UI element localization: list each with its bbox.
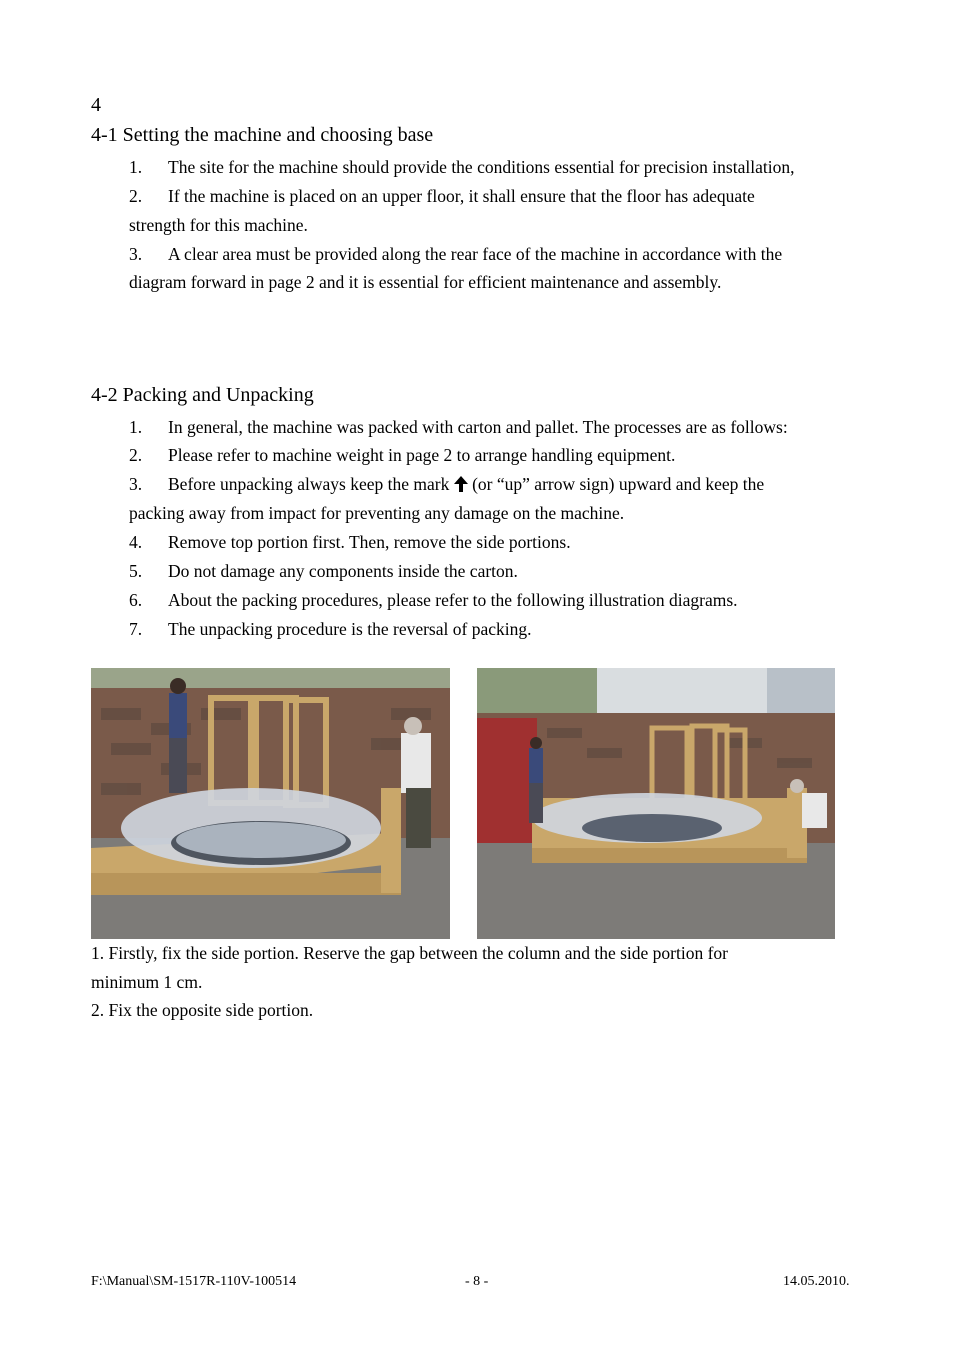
list-continuation: packing away from impact for preventing any damage on the machine. bbox=[129, 503, 625, 523]
list-text: Remove top portion first. Then, remove the side portions. bbox=[168, 532, 571, 552]
up-arrow-icon bbox=[454, 476, 468, 492]
list-item bbox=[129, 557, 869, 586]
list-number: 3. bbox=[129, 474, 143, 494]
list-item bbox=[129, 153, 869, 182]
list-item bbox=[129, 182, 869, 211]
list-item bbox=[129, 441, 869, 470]
list-item bbox=[129, 586, 869, 615]
list-item bbox=[129, 413, 869, 442]
list-text: The site for the machine should provide the conditions essential for precision installation, bbox=[168, 157, 795, 177]
photo-illustration bbox=[91, 668, 450, 939]
photo-caption: 1. Firstly, fix the side portion. Reserve the gap between the column and the side portion for bbox=[91, 943, 728, 963]
list-number: 5. bbox=[129, 561, 143, 581]
list-item bbox=[129, 470, 869, 499]
list-text: In general, the machine was packed with carton and pallet. The processes are as follows: bbox=[168, 417, 788, 437]
list-number: 4. bbox=[129, 532, 143, 552]
chapter-number: 4 bbox=[91, 94, 101, 116]
photo-illustration bbox=[477, 668, 835, 939]
list-continuation: diagram forward in page 2 and it is essential for efficient maintenance and assembly. bbox=[129, 272, 722, 292]
list-text: About the packing procedures, please refer to the following illustration diagrams. bbox=[168, 590, 738, 610]
list-number: 2. bbox=[129, 186, 143, 206]
list-number: 1. bbox=[129, 157, 143, 177]
packing-photo-1 bbox=[91, 668, 450, 939]
list-continuation: strength for this machine. bbox=[129, 215, 308, 235]
list-number: 1. bbox=[129, 417, 143, 437]
list-number: 6. bbox=[129, 590, 143, 610]
photo-caption: minimum 1 cm. bbox=[91, 972, 203, 992]
footer-page-number: - 8 - bbox=[465, 1274, 489, 1289]
list-text: Please refer to machine weight in page 2 to arrange handling equipment. bbox=[168, 445, 676, 465]
list-item bbox=[129, 615, 869, 644]
section-heading-4-2: 4-2 Packing and Unpacking bbox=[91, 384, 314, 406]
list-text: If the machine is placed on an upper floor, it shall ensure that the floor has adequate bbox=[168, 186, 755, 206]
list-text: Do not damage any components inside the carton. bbox=[168, 561, 518, 581]
section-heading-4-1: 4-1 Setting the machine and choosing base bbox=[91, 124, 434, 146]
list-text: The unpacking procedure is the reversal of packing. bbox=[168, 619, 532, 639]
list-number: 3. bbox=[129, 244, 143, 264]
list-number: 2. bbox=[129, 445, 143, 465]
list-text: A clear area must be provided along the rear face of the machine in accordance with the bbox=[168, 244, 783, 264]
list-item bbox=[129, 528, 869, 557]
footer-date: 14.05.2010. bbox=[783, 1274, 850, 1289]
packing-photo-2 bbox=[477, 668, 835, 939]
photo-caption: 2. Fix the opposite side portion. bbox=[91, 1000, 314, 1020]
list-text: Before unpacking always keep the mark bbox=[168, 474, 450, 494]
list-item bbox=[129, 240, 869, 269]
list-number: 7. bbox=[129, 619, 143, 639]
footer-path: F:\Manual\SM-1517R-110V-100514 bbox=[91, 1274, 297, 1289]
list-text: (or “up” arrow sign) upward and keep the bbox=[472, 474, 765, 494]
